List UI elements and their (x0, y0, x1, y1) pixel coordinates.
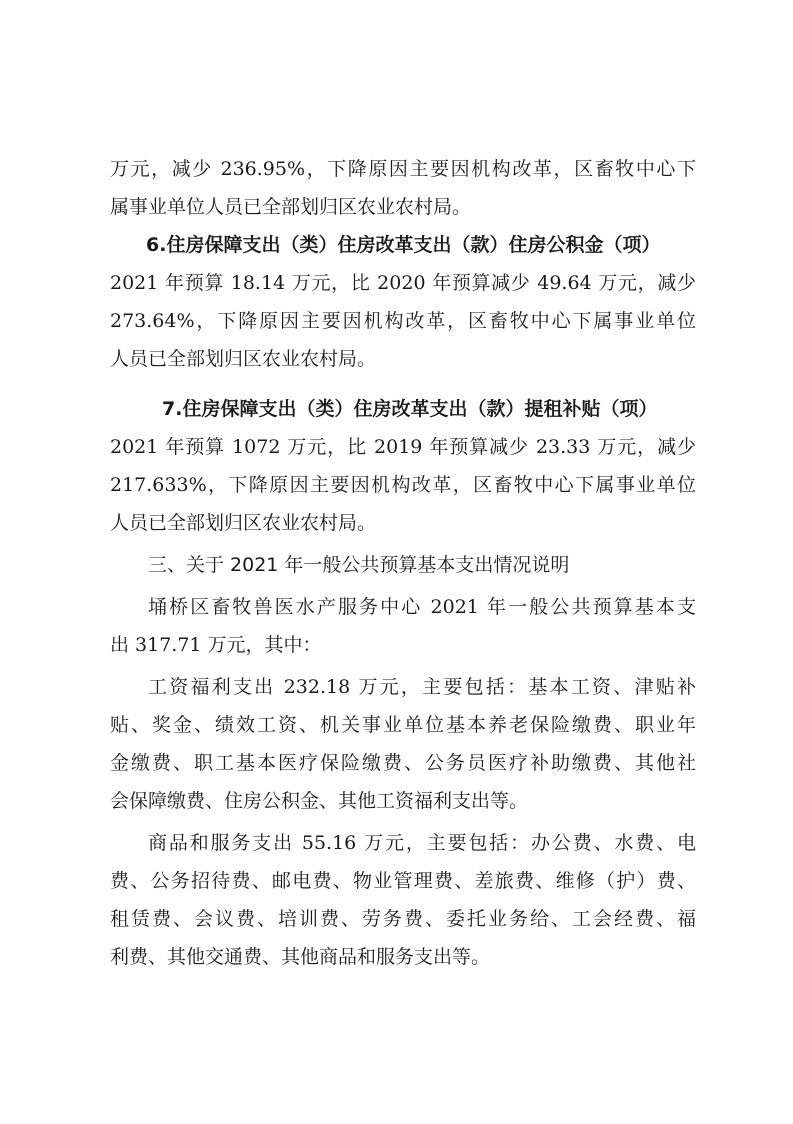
paragraph-line: 出 317.71 万元，其中： (110, 634, 322, 656)
section-heading-3: 三、关于 2021 年一般公共预算基本支出情况说明 (148, 554, 570, 576)
paragraph-line: 工资福利支出 232.18 万元，主要包括：基本工资、津贴补 (148, 676, 696, 698)
paragraph-line: 会保障缴费、住房公积金、其他工资福利支出等。 (110, 790, 529, 812)
paragraph-line: 属事业单位人员已全部划归区农业农村局。 (110, 196, 472, 218)
paragraph-line: 2021 年预算 18.14 万元，比 2020 年预算减少 49.64 万元，减少 (110, 272, 696, 294)
section-heading-7: 7.住房保障支出（类）住房改革支出（款）提租补贴（项） (162, 398, 658, 420)
paragraph-line: 217.633%，下降原因主要因机构改革，区畜牧中心下属事业单位 (110, 474, 696, 496)
paragraph-line: 埇桥区畜牧兽医水产服务中心 2021 年一般公共预算基本支 (148, 596, 696, 618)
paragraph-line: 费、公务招待费、邮电费、物业管理费、差旅费、维修（护）费、 (110, 870, 696, 892)
paragraph-line: 商品和服务支出 55.16 万元，主要包括：办公费、水费、电 (148, 832, 696, 854)
paragraph-line: 万元，减少 236.95%，下降原因主要因机构改革，区畜牧中心下 (110, 158, 696, 180)
paragraph-line: 贴、奖金、绩效工资、机关事业单位基本养老保险缴费、职业年 (110, 714, 696, 736)
paragraph-line: 金缴费、职工基本医疗保险缴费、公务员医疗补助缴费、其他社 (110, 752, 696, 774)
paragraph-line: 人员已全部划归区农业农村局。 (110, 512, 377, 534)
paragraph-line: 273.64%，下降原因主要因机构改革，区畜牧中心下属事业单位 (110, 310, 696, 332)
paragraph-line: 人员已全部划归区农业农村局。 (110, 348, 377, 370)
section-heading-6: 6.住房保障支出（类）住房改革支出（款）住房公积金（项） (146, 234, 661, 256)
paragraph-line: 租赁费、会议费、培训费、劳务费、委托业务给、工会经费、福 (110, 908, 696, 930)
paragraph-line: 利费、其他交通费、其他商品和服务支出等。 (110, 946, 491, 968)
paragraph-line: 2021 年预算 1072 万元，比 2019 年预算减少 23.33 万元，减少 (110, 436, 696, 458)
